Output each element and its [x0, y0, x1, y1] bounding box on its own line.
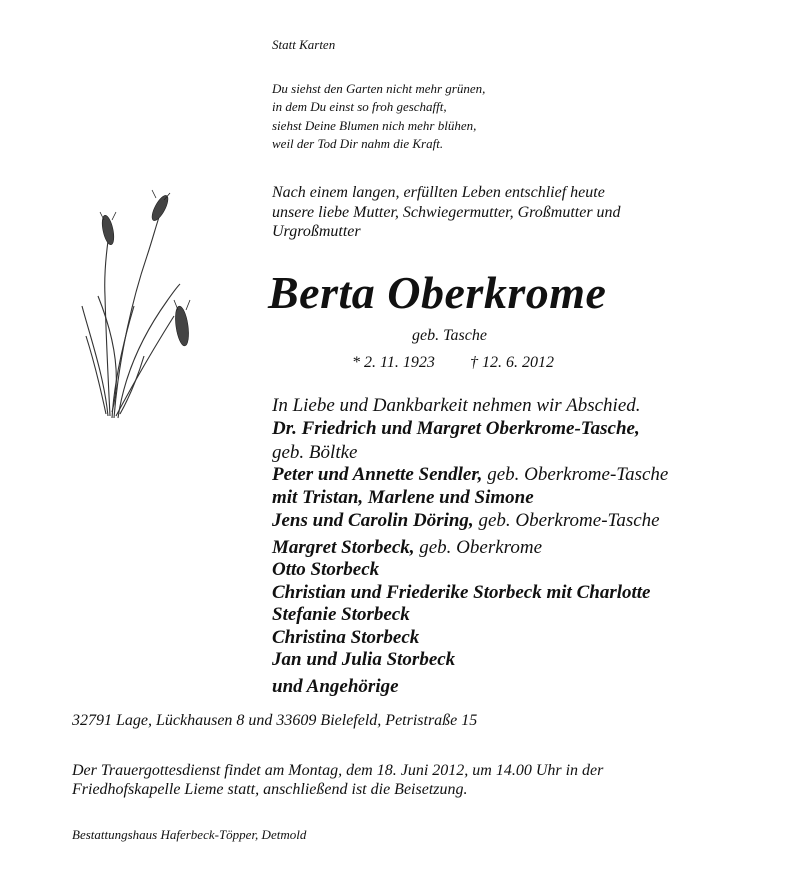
death-date: † 12. 6. 2012: [470, 354, 554, 371]
poem-line: weil der Tod Dir nahm die Kraft.: [272, 136, 444, 151]
mourner-note: geb. Böltke: [272, 442, 358, 463]
mourner-name: Margret Storbeck,: [272, 537, 415, 558]
mourner-note: geb. Oberkrome-Tasche: [482, 464, 669, 485]
list-item: [272, 464, 668, 486]
mourner-note: geb. Oberkrome-Tasche: [473, 510, 660, 531]
mourner-name: Peter und Annette Sendler,: [272, 464, 483, 485]
list-item: [272, 559, 379, 581]
wheat-sprig-icon: [72, 186, 202, 426]
mourner-name: Dr. Friedrich und Margret Oberkrome-Tasche,: [272, 418, 640, 439]
poem-line: siehst Deine Blumen nich mehr blühen,: [272, 118, 477, 133]
maiden-name: geb. Tasche: [412, 327, 487, 344]
mourner-name: Jens und Carolin Döring,: [272, 510, 474, 531]
mourner-name: Christina Storbeck: [272, 627, 420, 648]
poem-line: Du siehst den Garten nicht mehr grünen,: [272, 81, 486, 96]
service-line: Der Trauergottesdienst findet am Montag, dem 18. Juni 2012, um 14.00 Uhr in der: [72, 762, 604, 779]
list-item: [272, 649, 455, 671]
list-item: [272, 442, 357, 464]
mourners-intro: In Liebe und Dankbarkeit nehmen wir Abschied.: [272, 395, 641, 416]
mourner-name: Otto Storbeck: [272, 559, 380, 580]
list-item: [272, 676, 399, 698]
intro-line: Nach einem langen, erfüllten Leben entschlief heute: [272, 184, 605, 201]
mourner-name: Stefanie Storbeck: [272, 604, 410, 625]
mourner-note: geb. Oberkrome: [414, 537, 543, 558]
birth-date: * 2. 11. 1923: [352, 354, 435, 371]
mourner-name: und Angehörige: [272, 676, 399, 697]
mourner-name: Christian und Friederike Storbeck mit Charlotte: [272, 582, 651, 603]
poem-line: in dem Du einst so froh geschafft,: [272, 99, 447, 114]
deceased-name: Berta Oberkrome: [268, 267, 607, 318]
list-item: [272, 487, 534, 509]
funeral-home: Bestattungshaus Haferbeck-Töpper, Detmold: [72, 827, 307, 842]
list-item: [272, 418, 640, 440]
list-item: [272, 604, 410, 626]
statt-karten-label: Statt Karten: [272, 37, 336, 52]
intro-line: unsere liebe Mutter, Schwiegermutter, Großmutter und: [272, 204, 621, 221]
mourner-name: Jan und Julia Storbeck: [272, 649, 456, 670]
list-item: [272, 510, 660, 532]
list-item: [272, 537, 542, 559]
intro-line: Urgroßmutter: [272, 223, 361, 240]
mourner-name: mit Tristan, Marlene und Simone: [272, 487, 534, 508]
service-line: Friedhofskapelle Lieme statt, anschließend ist die Beisetzung.: [72, 781, 468, 798]
list-item: [272, 627, 419, 649]
list-item: [272, 582, 650, 604]
address: 32791 Lage, Lückhausen 8 und 33609 Bielefeld, Petristraße 15: [72, 712, 478, 729]
